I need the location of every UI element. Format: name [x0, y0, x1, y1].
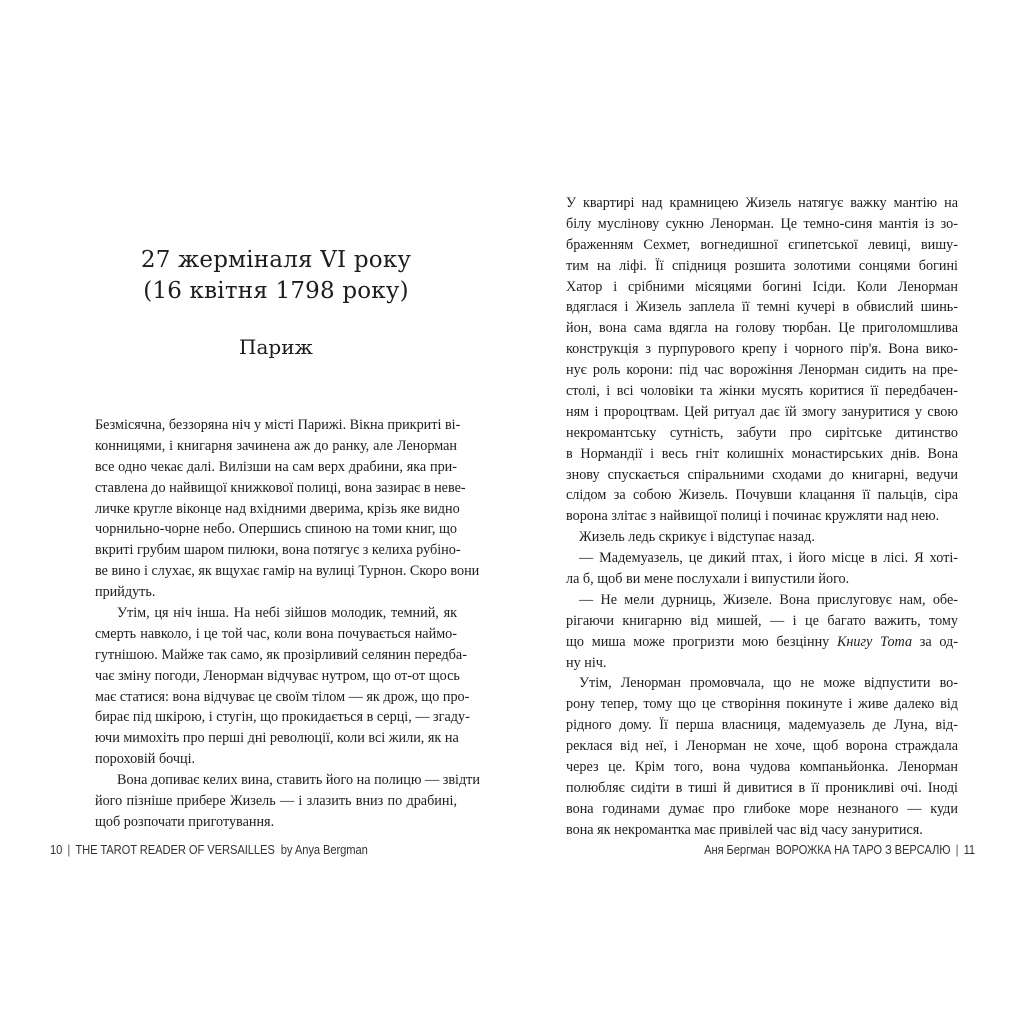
text-line: через це. Крім того, вона чудова компаньйонка. Ленорман: [566, 759, 958, 776]
text-line: реклася від неї, і Ленорман не хоче, щоб ворона страждала: [566, 738, 958, 755]
text-line: білу муслінову сукню Ленорман. Це темно-синя мантія із зо-: [566, 215, 958, 232]
text-line: ючи мимохіть про перші дні революції, коли всі жили, як на: [95, 730, 459, 747]
paragraph: [566, 193, 958, 527]
text-line: щоб розпочати приготування.: [95, 813, 275, 830]
text-line: полюбляє сидіти в тиші й дивитися в її проникливі очі. Іноді: [566, 779, 958, 796]
text-line: вона як некромантка має привілей час від часу зануритися.: [566, 821, 923, 838]
text-line: рігаючи книгарню від мишей, — і це багато важить, тому: [566, 612, 958, 629]
text-line: ворона злітає з найвищої полиці і починає кружляти над нею.: [566, 508, 940, 525]
chapter-date-heading: [95, 245, 457, 307]
text-line: Утім, Ленорман промовчала, що не може відпустити во-: [579, 675, 958, 692]
text-line: йон, вона сама вдягла на голову тюрбан. Це приголомшлива: [566, 320, 958, 337]
text-line: знову спускається спіральними сходами до книгарні, ведучи: [566, 466, 958, 483]
running-title: THE TAROT READER OF VERSAILLES: [75, 842, 275, 857]
text-line: личке кругле віконце над вхідними дверима, крізь яке видно: [95, 500, 460, 517]
text-line: некромантську сутність, забути про сирітське дитинство: [566, 424, 958, 441]
text-line: бирає під шкірою, і стугін, що прокидається в серці, — згаду-: [95, 709, 470, 726]
text-line: вкриті грубим шаром пилюки, вона потягує з келиха рубіно-: [95, 542, 461, 559]
text-line: Вона допиває келих вина, ставить його на полицю — звідти: [117, 772, 480, 789]
text-line: Безмісячна, беззоряна ніч у місті Парижі. Вікна прикриті ві-: [95, 417, 461, 433]
text-line: чорнильно-чорне небо. Опершись спиною на томи книг, що: [95, 521, 457, 538]
paragraph: [566, 548, 958, 590]
text-line: рідного дому. Її перша власниця, мадемуазель де Луна, від-: [566, 717, 958, 734]
running-byline: by Anya Bergman: [280, 842, 368, 857]
text-line: пороховій бочці.: [95, 751, 196, 768]
paragraph: [95, 415, 480, 603]
text-line: ставлена до найвищої книжкової полиці, вона зазирає в неве-: [95, 479, 466, 496]
chapter-date-line-2: (16 квітня 1798 року): [143, 278, 409, 304]
text-line: Жизель ледь скрикує і відступає назад.: [579, 529, 815, 546]
chapter-date-line-1: 27 жерміналя VI року: [140, 247, 412, 273]
running-author: Аня Бергман: [704, 842, 770, 857]
text-line: його пізніше прибере Жизель — і злазить вниз по драбині,: [95, 793, 457, 810]
text-line: конструкція з пурпурового крепу і чорного пір'я. Вона вико-: [566, 341, 958, 358]
text-line: Хатор і срібними місяцями богині Ісіди. Коли Ленорман: [566, 278, 958, 295]
paragraph: [566, 590, 958, 674]
text-line: чає зміну погоди, Ленорман відчуває нутром, що от-от щось: [95, 667, 460, 684]
text-line: ням і пророцтвам. Цей ритуал дає їй змогу зануритися у свою: [566, 403, 958, 420]
text-line-with-italic: [566, 632, 958, 653]
text-line: нує роль корони: під час ворожіння Ленорман сидить на пре-: [566, 362, 958, 379]
paragraph: [566, 673, 958, 840]
text-line: ве вино і слухає, як вщухає гамір на вулиці Турнон. Скоро вони: [95, 563, 480, 580]
text-fragment: за од-: [912, 633, 958, 650]
text-line: ла б, щоб ви мене послухали і випустили його.: [566, 571, 850, 588]
text-line: Утім, ця ніч інша. На небі зійшов молодик, темний, як: [117, 605, 457, 622]
running-title: ВОРОЖКА НА ТАРО З ВЕРСАЛЮ: [775, 842, 951, 857]
text-fragment: що миша може прогризти мою безцінну: [566, 633, 837, 650]
paragraph: [95, 603, 470, 770]
text-line: смерть навколо, і це той час, коли вона почувається наймо-: [95, 625, 457, 642]
text-line: ну ніч.: [566, 654, 607, 671]
text-line: гутнішою. Майже так само, як прозірливий селянин передба-: [95, 646, 467, 663]
left-page-body: [95, 415, 480, 833]
text-line: столі, і всі чоловіки та жінки мусять коритися її передбачен-: [566, 383, 958, 400]
page-number: 11: [963, 842, 975, 857]
right-page-body: [566, 193, 958, 841]
text-line: все одно чекає далі. Вилізши на сам верх драбини, яка при-: [95, 458, 457, 475]
left-page-footer: [50, 842, 368, 857]
page-number: 10: [50, 842, 63, 857]
text-line: У квартирі над крамницею Жизель натягує важку мантію на: [566, 195, 958, 211]
text-line: — Мадемуазель, це дикий птах, і його місце в лісі. Я хоті-: [579, 550, 958, 567]
paragraph: [95, 770, 480, 833]
text-line: — Не мели дурниць, Жизеле. Вона прислуговує нам, обе-: [579, 591, 958, 608]
text-line: конницями, і книгарня зачинена аж до ранку, але Ленорман: [95, 437, 457, 454]
text-line: слідом за собою Жизель. Почувши клацання її пальців, сіра: [566, 487, 958, 504]
text-line: браженням Сехмет, вогнедишної єгипетської левиці, вишу-: [566, 236, 958, 253]
text-line: тим на ліфі. Її спідниця розшита золотими сонцями богині: [566, 257, 958, 274]
text-line: вдяглася і Жизель заплела її темні кучері в обвислий шинь-: [566, 299, 958, 316]
chapter-place-heading: Париж: [239, 335, 313, 359]
text-line: має статися: вона відчуває це своїм тілом — як дрож, що про-: [95, 688, 470, 705]
text-line: в Нормандії і весь гніт колишніх монастирських днів. Вона: [566, 445, 958, 462]
footer-separator: |: [955, 842, 959, 857]
text-line: вона годинами думає про глибоке море незнаного — куди: [566, 800, 958, 817]
italic-book-title: Книгу Тота: [836, 633, 913, 650]
paragraph: [566, 527, 958, 548]
text-line: рону тепер, тому що це створіння покинуте і живе далеко від: [566, 696, 958, 713]
footer-separator: |: [67, 842, 71, 857]
right-page-footer: [704, 842, 975, 857]
text-line: прийдуть.: [95, 584, 156, 601]
